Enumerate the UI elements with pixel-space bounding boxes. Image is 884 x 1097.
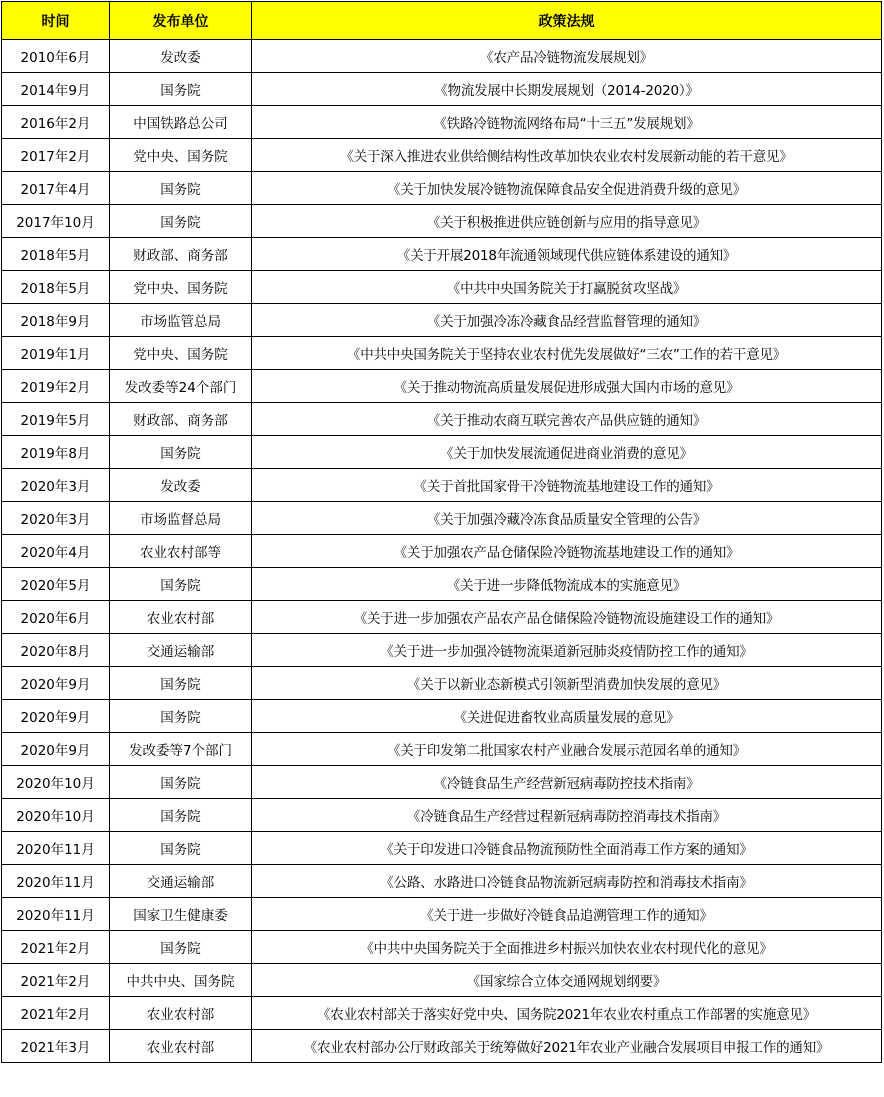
table-row — [2, 238, 882, 271]
table-row — [2, 1030, 882, 1063]
table-row — [2, 865, 882, 898]
cell-policy: 《国家综合立体交通网规划纲要》 — [252, 964, 882, 997]
cell-unit: 国务院 — [110, 766, 252, 799]
table-row — [2, 766, 882, 799]
cell-policy: 《关于以新业态新模式引领新型消费加快发展的意见》 — [252, 667, 882, 700]
cell-time: 2018年5月 — [2, 238, 110, 271]
cell-time: 2020年10月 — [2, 799, 110, 832]
table-row — [2, 304, 882, 337]
cell-unit: 发改委等24个部门 — [110, 370, 252, 403]
cell-unit: 农业农村部 — [110, 997, 252, 1030]
cell-time: 2020年6月 — [2, 601, 110, 634]
cell-time: 2020年9月 — [2, 733, 110, 766]
cell-unit: 国务院 — [110, 667, 252, 700]
cell-time: 2020年3月 — [2, 502, 110, 535]
table-row — [2, 898, 882, 931]
table-row — [2, 964, 882, 997]
cell-unit: 党中央、国务院 — [110, 139, 252, 172]
cell-policy: 《中共中央国务院关于打赢脱贫攻坚战》 — [252, 271, 882, 304]
cell-time: 2010年6月 — [2, 40, 110, 73]
table-row — [2, 832, 882, 865]
cell-time: 2017年10月 — [2, 205, 110, 238]
cell-policy: 《关于推动农商互联完善农产品供应链的通知》 — [252, 403, 882, 436]
cell-unit: 国务院 — [110, 832, 252, 865]
header-time: 时间 — [2, 2, 110, 40]
table-row — [2, 205, 882, 238]
table-row — [2, 73, 882, 106]
cell-time: 2021年2月 — [2, 964, 110, 997]
table-row — [2, 469, 882, 502]
cell-policy: 《关于深入推进农业供给侧结构性改革加快农业农村发展新动能的若干意见》 — [252, 139, 882, 172]
cell-unit: 市场监管总局 — [110, 304, 252, 337]
header-unit: 发布单位 — [110, 2, 252, 40]
table-row — [2, 535, 882, 568]
cell-policy: 《中共中央国务院关于全面推进乡村振兴加快农业农村现代化的意见》 — [252, 931, 882, 964]
cell-policy: 《关于推动物流高质量发展促进形成强大国内市场的意见》 — [252, 370, 882, 403]
cell-policy: 《关于进一步做好冷链食品追溯管理工作的通知》 — [252, 898, 882, 931]
cell-unit: 财政部、商务部 — [110, 403, 252, 436]
table-row — [2, 733, 882, 766]
table-row — [2, 667, 882, 700]
cell-policy: 《农业农村部办公厅财政部关于统筹做好2021年农业产业融合发展项目申报工作的通知》 — [252, 1030, 882, 1063]
cell-unit: 农业农村部等 — [110, 535, 252, 568]
cell-unit: 国务院 — [110, 568, 252, 601]
cell-policy: 《关于进一步降低物流成本的实施意见》 — [252, 568, 882, 601]
cell-policy: 《关于加强冷藏冷冻食品质量安全管理的公告》 — [252, 502, 882, 535]
cell-unit: 财政部、商务部 — [110, 238, 252, 271]
cell-unit: 交通运输部 — [110, 865, 252, 898]
cell-time: 2017年2月 — [2, 139, 110, 172]
cell-policy: 《关于加强农产品仓储保险冷链物流基地建设工作的通知》 — [252, 535, 882, 568]
cell-time: 2020年10月 — [2, 766, 110, 799]
cell-unit: 国务院 — [110, 172, 252, 205]
cell-policy: 《关进促进畜牧业高质量发展的意见》 — [252, 700, 882, 733]
cell-policy: 《冷链食品生产经营过程新冠病毒防控消毒技术指南》 — [252, 799, 882, 832]
cell-unit: 农业农村部 — [110, 1030, 252, 1063]
table-row — [2, 106, 882, 139]
cell-time: 2020年11月 — [2, 832, 110, 865]
cell-time: 2018年9月 — [2, 304, 110, 337]
table-row — [2, 700, 882, 733]
table-row — [2, 997, 882, 1030]
table-row — [2, 370, 882, 403]
cell-time: 2021年3月 — [2, 1030, 110, 1063]
table-row — [2, 139, 882, 172]
cell-unit: 国务院 — [110, 73, 252, 106]
cell-unit: 发改委 — [110, 40, 252, 73]
cell-time: 2021年2月 — [2, 931, 110, 964]
table-header-row — [2, 2, 882, 40]
cell-policy: 《关于加快发展冷链物流保障食品安全促进消费升级的意见》 — [252, 172, 882, 205]
table-row — [2, 799, 882, 832]
cell-unit: 发改委 — [110, 469, 252, 502]
cell-unit: 发改委等7个部门 — [110, 733, 252, 766]
cell-time: 2019年5月 — [2, 403, 110, 436]
cell-policy: 《关于进一步加强农产品农产品仓储保险冷链物流设施建设工作的通知》 — [252, 601, 882, 634]
cell-time: 2018年5月 — [2, 271, 110, 304]
cell-time: 2019年1月 — [2, 337, 110, 370]
cell-time: 2014年9月 — [2, 73, 110, 106]
cell-policy: 《关于首批国家骨干冷链物流基地建设工作的通知》 — [252, 469, 882, 502]
cell-unit: 国务院 — [110, 436, 252, 469]
table-row — [2, 601, 882, 634]
cell-unit: 国家卫生健康委 — [110, 898, 252, 931]
cell-time: 2019年8月 — [2, 436, 110, 469]
table-body — [2, 40, 882, 1063]
cell-policy: 《关于印发进口冷链食品物流预防性全面消毒工作方案的通知》 — [252, 832, 882, 865]
cell-time: 2020年11月 — [2, 865, 110, 898]
cell-policy: 《关于积极推进供应链创新与应用的指导意见》 — [252, 205, 882, 238]
cell-time: 2016年2月 — [2, 106, 110, 139]
cell-policy: 《中共中央国务院关于坚持农业农村优先发展做好“三农”工作的若干意见》 — [252, 337, 882, 370]
table-row — [2, 271, 882, 304]
policy-table-container — [1, 1, 881, 1063]
cell-policy: 《关于进一步加强冷链物流渠道新冠肺炎疫情防控工作的通知》 — [252, 634, 882, 667]
cell-unit: 党中央、国务院 — [110, 337, 252, 370]
cell-unit: 国务院 — [110, 799, 252, 832]
cell-unit: 交通运输部 — [110, 634, 252, 667]
cell-policy: 《关于印发第二批国家农村产业融合发展示范园名单的通知》 — [252, 733, 882, 766]
cell-unit: 党中央、国务院 — [110, 271, 252, 304]
cell-policy: 《关于开展2018年流通领域现代供应链体系建设的通知》 — [252, 238, 882, 271]
table-row — [2, 931, 882, 964]
cell-time: 2017年4月 — [2, 172, 110, 205]
table-row — [2, 568, 882, 601]
cell-policy: 《冷链食品生产经营新冠病毒防控技术指南》 — [252, 766, 882, 799]
table-row — [2, 40, 882, 73]
table-row — [2, 634, 882, 667]
cell-time: 2021年2月 — [2, 997, 110, 1030]
cell-policy: 《农业农村部关于落实好党中央、国务院2021年农业农村重点工作部署的实施意见》 — [252, 997, 882, 1030]
cell-time: 2020年8月 — [2, 634, 110, 667]
cell-policy: 《铁路冷链物流网络布局“十三五”发展规划》 — [252, 106, 882, 139]
cell-unit: 市场监督总局 — [110, 502, 252, 535]
cell-policy: 《关于加快发展流通促进商业消费的意见》 — [252, 436, 882, 469]
cell-time: 2019年2月 — [2, 370, 110, 403]
cell-time: 2020年4月 — [2, 535, 110, 568]
cell-unit: 中共中央、国务院 — [110, 964, 252, 997]
table-row — [2, 436, 882, 469]
cell-time: 2020年5月 — [2, 568, 110, 601]
cell-time: 2020年11月 — [2, 898, 110, 931]
cell-unit: 中国铁路总公司 — [110, 106, 252, 139]
cell-unit: 国务院 — [110, 931, 252, 964]
table-row — [2, 172, 882, 205]
cell-unit: 农业农村部 — [110, 601, 252, 634]
cell-policy: 《关于加强冷冻冷藏食品经营监督管理的通知》 — [252, 304, 882, 337]
policy-table — [1, 1, 882, 1063]
cell-unit: 国务院 — [110, 700, 252, 733]
cell-policy: 《农产品冷链物流发展规划》 — [252, 40, 882, 73]
header-policy: 政策法规 — [252, 2, 882, 40]
cell-time: 2020年9月 — [2, 667, 110, 700]
cell-unit: 国务院 — [110, 205, 252, 238]
cell-time: 2020年3月 — [2, 469, 110, 502]
table-row — [2, 403, 882, 436]
cell-policy: 《公路、水路进口冷链食品物流新冠病毒防控和消毒技术指南》 — [252, 865, 882, 898]
cell-policy: 《物流发展中长期发展规划（2014-2020）》 — [252, 73, 882, 106]
table-row — [2, 337, 882, 370]
cell-time: 2020年9月 — [2, 700, 110, 733]
table-row — [2, 502, 882, 535]
